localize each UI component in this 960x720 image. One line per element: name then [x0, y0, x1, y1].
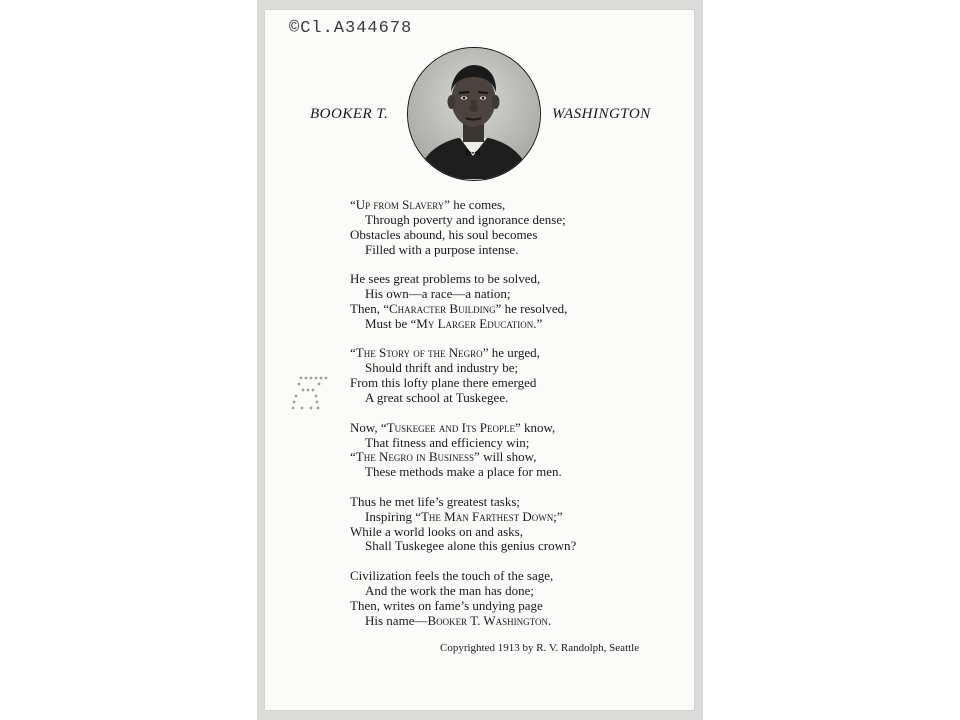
portrait-illustration	[408, 48, 539, 179]
poem-text: ” he urged,	[482, 345, 540, 361]
poem-text: Civilization feels the touch of the sage,	[350, 568, 554, 584]
poem-text: .	[548, 612, 552, 628]
poem-text: Shall Tuskegee alone this genius crown?	[365, 538, 577, 554]
poem-text: ” he comes,	[444, 197, 506, 212]
poem-line	[350, 317, 680, 332]
poem-text: Thus he met life’s greatest tasks;	[350, 493, 521, 509]
poem-text: ” know,	[514, 419, 556, 435]
poem-text: Inspiring “	[365, 508, 421, 524]
poem-line	[350, 599, 680, 614]
poem-text: Then, “	[350, 300, 389, 316]
poem-line	[350, 539, 680, 554]
poem-line	[350, 495, 680, 510]
poem-line	[350, 346, 680, 361]
poem-text: .”	[533, 315, 543, 331]
poem-text: ” will show,	[474, 449, 537, 465]
poem-text: “	[350, 345, 356, 361]
poem-title-reference: The Story of the Negro	[355, 345, 483, 361]
poem-text: Now, “	[350, 419, 387, 435]
perforation-mark	[289, 375, 333, 415]
poem-stanza	[350, 495, 680, 554]
poem-line	[350, 436, 680, 451]
poem-text: These methods make a place for men.	[365, 464, 562, 480]
poem-line	[350, 376, 680, 391]
poem-text: His name—	[365, 612, 428, 628]
poem-text: Must be “	[365, 315, 417, 331]
poem-text: And the work the man has done;	[365, 582, 534, 598]
poem-line	[350, 614, 680, 629]
copyright-stamp: ©Cl.A344678	[289, 19, 413, 38]
poem-stanza	[350, 346, 680, 405]
poem-line	[350, 302, 680, 317]
poem-line	[350, 228, 680, 243]
poem-title-reference: Character Building	[388, 300, 496, 316]
poem-line	[350, 272, 680, 287]
header-name-right: WASHINGTON	[552, 106, 651, 122]
poem-text: Then, writes on fame’s undying page	[350, 597, 543, 613]
poem-line	[350, 584, 680, 599]
poem-text: A great school at Tuskegee.	[365, 389, 509, 405]
poem-line	[350, 569, 680, 584]
poem-line	[350, 421, 680, 436]
poem-text: His own—a race—a nation;	[365, 286, 511, 302]
poem-text: He sees great problems to be solved,	[350, 271, 541, 287]
poem-line	[350, 450, 680, 465]
poem-text: From this lofty plane there emerged	[350, 375, 537, 391]
poem-title-reference: Up from Slavery	[355, 197, 445, 212]
poem-line	[350, 525, 680, 540]
poem-line	[350, 287, 680, 302]
poem-line	[350, 198, 680, 213]
poem-title-reference: Tuskegee and Its People	[386, 419, 515, 435]
poem-text: Filled with a purpose intense.	[365, 241, 519, 257]
poem-text: “	[350, 197, 356, 212]
poem-text: Obstacles abound, his soul becomes	[350, 226, 538, 242]
poem-stanza	[350, 569, 680, 628]
poem-text: Through poverty and ignorance dense;	[365, 211, 566, 227]
poem-stanza	[350, 198, 680, 257]
poem-body	[350, 198, 680, 643]
poem-title-reference: Booker T. Washington	[427, 612, 548, 628]
poem-title-reference: The Man Farthest Down	[420, 508, 554, 524]
poem-text: Should thrift and industry be;	[365, 360, 519, 376]
header-name-left: BOOKER T.	[310, 106, 389, 122]
poem-title-reference: My Larger Education	[416, 315, 534, 331]
poem-text: ;”	[553, 508, 563, 524]
portrait-photo	[407, 47, 541, 181]
poem-line	[350, 465, 680, 480]
poem-line	[350, 243, 680, 258]
poem-title-reference: The Negro in Business	[355, 449, 475, 465]
poem-text: That fitness and efficiency win;	[365, 434, 530, 450]
poem-stanza	[350, 272, 680, 331]
poem-line	[350, 510, 680, 525]
poem-line	[350, 391, 680, 406]
poem-text: While a world looks on and asks,	[350, 523, 523, 539]
poem-line	[350, 213, 680, 228]
poem-text: “	[350, 449, 356, 465]
poem-stanza	[350, 421, 680, 480]
poem-text: ” he resolved,	[495, 300, 568, 316]
poem-line	[350, 361, 680, 376]
copyright-footer: Copyrighted 1913 by R. V. Randolph, Seattle	[440, 642, 640, 654]
